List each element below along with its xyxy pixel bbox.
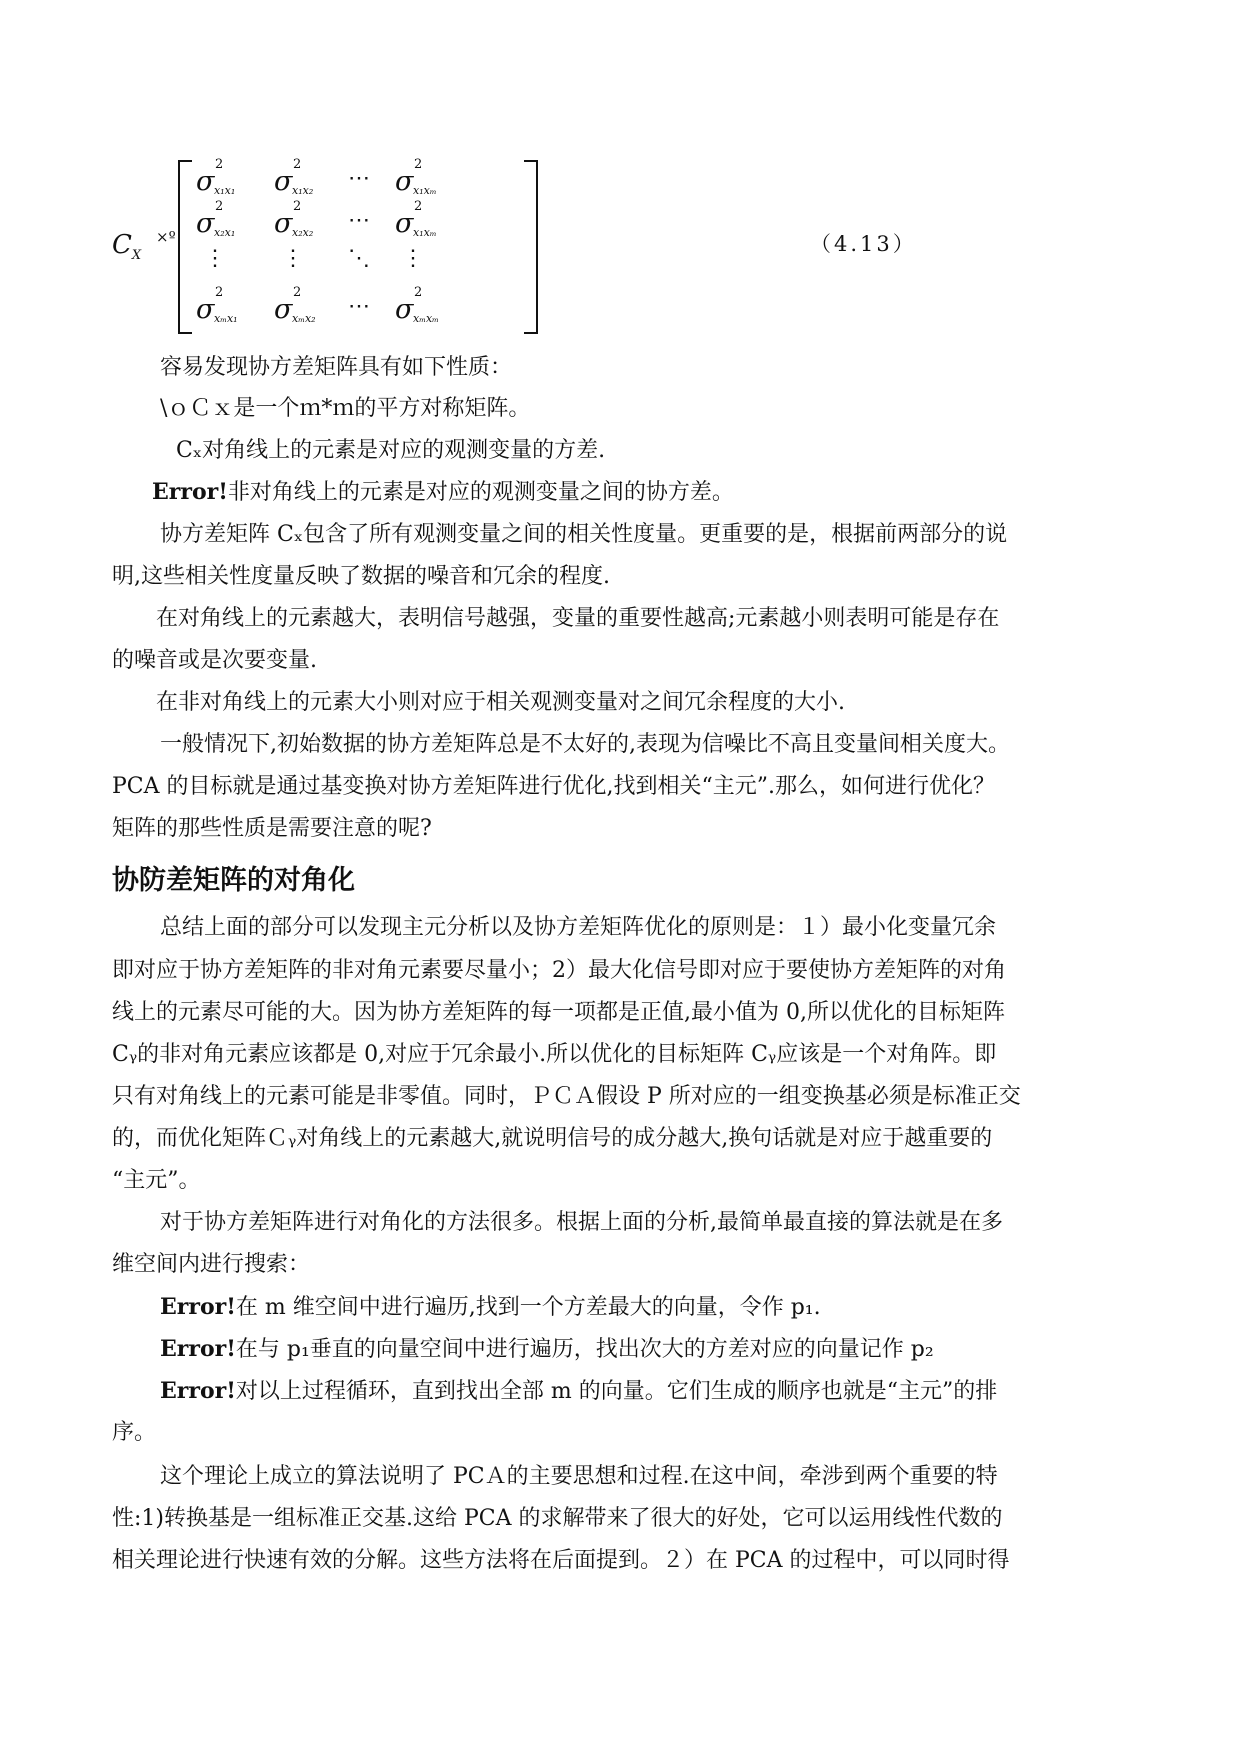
text-line: 在非对角线上的元素大小则对应于相关观测变量对之间冗余程度的大小.: [156, 690, 845, 715]
text-line: 矩阵的那些性质是需要注意的呢?: [112, 816, 432, 841]
covariance-matrix-formula: [112, 157, 1122, 335]
error-marker: Error!: [160, 1336, 236, 1362]
matrix-hdots: ⋯: [348, 294, 370, 319]
matrix-cell: σ 2 x₂x₁: [196, 199, 236, 239]
text-line: Cₓ对角线上的元素是对应的观测变量的方差.: [176, 438, 606, 463]
matrix-hdots: ⋯: [348, 166, 370, 191]
text-line: Cᵧ的非对角元素应该都是 0,对应于冗余最小.所以优化的目标矩阵 Cᵧ应该是一个对角阵。即: [112, 1042, 997, 1067]
text-line: PCA 的目标就是通过基变换对协方差矩阵进行优化,找到相关“主元”.那么，如何进行优化？: [112, 774, 995, 799]
text-line: 的，而优化矩阵Ｃᵧ对角线上的元素越大,就说明信号的成分越大,换句话就是对应于越重要的: [112, 1126, 993, 1151]
text-line: 一般情况下,初始数据的协方差矩阵总是不太好的,表现为信噪比不高且变量间相关度大。: [160, 732, 1010, 757]
error-marker: Error!: [160, 1378, 236, 1404]
text-line: 对于协方差矩阵进行对角化的方法很多。根据上面的分析,最简单最直接的算法就是在多: [160, 1210, 1003, 1235]
text-line: 容易发现协方差矩阵具有如下性质：: [160, 355, 513, 380]
text-line: 相关理论进行快速有效的分解。这些方法将在后面提到。２）在 PCA 的过程中，可以同时得: [112, 1548, 1010, 1573]
formula-lhs: $C_X$: [112, 230, 142, 264]
matrix-vdots: ⋮: [204, 246, 226, 271]
text-line: 在对角线上的元素越大，表明信号越强，变量的重要性越高;元素越小则表明可能是存在: [156, 606, 1000, 631]
text-line: 序。: [112, 1420, 157, 1445]
matrix-ddots: ⋱: [348, 246, 370, 271]
section-heading: 协防差矩阵的对角化: [112, 865, 355, 896]
text-line: \ｏＣｘ是一个ｍ*ｍ的平方对称矩阵。: [160, 396, 531, 421]
matrix-cell: σ 2 xₘxₘ: [395, 285, 439, 325]
matrix-vdots: ⋮: [402, 246, 424, 271]
matrix-vdots: ⋮: [282, 246, 304, 271]
error-marker: Error!: [160, 1294, 236, 1320]
text-line: 总结上面的部分可以发现主元分析以及协方差矩阵优化的原则是：１）最小化变量冗余: [160, 915, 997, 940]
text-line: Error!非对角线上的元素是对应的观测变量之间的协方差。: [152, 479, 734, 505]
matrix-cell: σ 2 x₁x₂: [274, 157, 314, 197]
matrix-cell: σ 2 x₁xₘ: [395, 157, 437, 197]
text-line: Error!在 m 维空间中进行遍历,找到一个方差最大的向量，令作 p₁.: [160, 1294, 821, 1320]
equation-number: （4.13）: [810, 232, 917, 256]
matrix-hdots: ⋯: [348, 208, 370, 233]
text-line: 的噪音或是次要变量.: [112, 648, 317, 673]
matrix-cell: σ 2 x₂x₂: [274, 199, 314, 239]
formula-equals-mark: ×º: [156, 228, 176, 246]
text-line: “主元”。: [112, 1168, 201, 1193]
matrix-right-bracket: [524, 160, 538, 334]
text-line: 这个理论上成立的算法说明了 PCＡ的主要思想和过程.在这中间，牵涉到两个重要的特: [160, 1464, 998, 1489]
text-line: 维空间内进行搜索：: [112, 1252, 311, 1277]
matrix-cell: σ 2 xₘx₂: [274, 285, 316, 325]
text-line: 线上的元素尽可能的大。因为协方差矩阵的每一项都是正值,最小值为 0,所以优化的目标矩阵: [112, 1000, 1005, 1025]
text-line: Error!对以上过程循环，直到找出全部 m 的向量。它们生成的顺序也就是“主元”的排: [160, 1378, 998, 1404]
matrix-cell: σ 2 x₁xₘ: [395, 199, 437, 239]
text-line: 协方差矩阵 Cₓ包含了所有观测变量之间的相关性度量。更重要的是，根据前两部分的说: [160, 522, 1008, 547]
matrix-cell: σ 2 x₁x₁: [196, 157, 236, 197]
text-line: 即对应于协方差矩阵的非对角元素要尽量小；2）最大化信号即对应于要使协方差矩阵的对角: [112, 958, 1007, 983]
error-marker: Error!: [152, 479, 228, 505]
matrix-cell: σ 2 xₘx₁: [196, 285, 238, 325]
text-line: 只有对角线上的元素可能是非零值。同时，ＰＣＡ假设 P 所对应的一组变换基必须是标准正交: [112, 1084, 1021, 1109]
text-line: Error!在与 p₁垂直的向量空间中进行遍历，找出次大的方差对应的向量记作 p₂: [160, 1336, 934, 1362]
text-line: 性:1)转换基是一组标准正交基.这给 PCA 的求解带来了很大的好处，它可以运用线性代数的: [112, 1506, 1003, 1531]
text-line: 明,这些相关性度量反映了数据的噪音和冗余的程度.: [112, 564, 610, 589]
matrix-left-bracket: [178, 160, 192, 334]
